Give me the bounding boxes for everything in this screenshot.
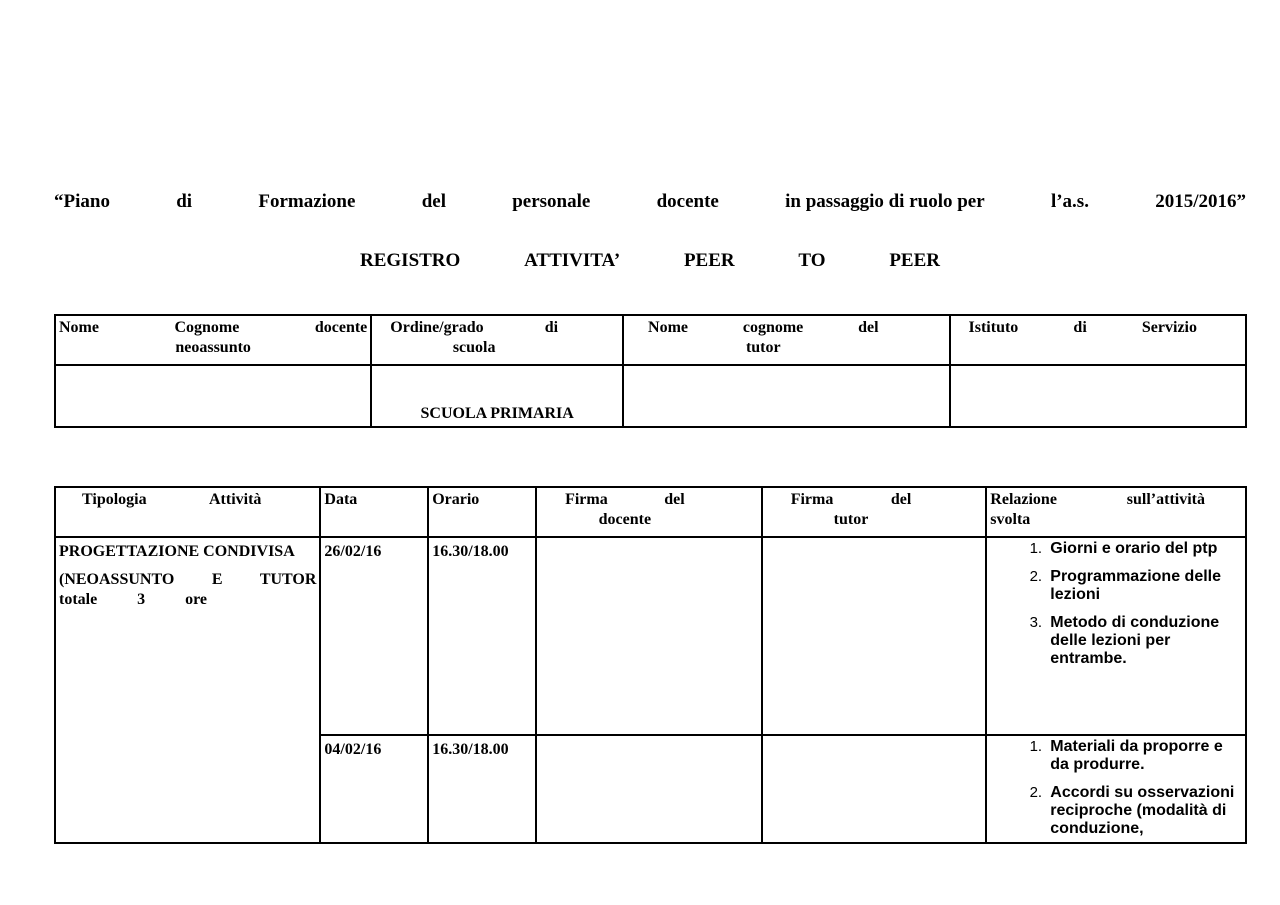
cell-tipologia bbox=[55, 537, 320, 843]
header-tutor bbox=[623, 315, 949, 365]
cell-nome-docente bbox=[55, 365, 371, 427]
list-item: 1. Materiali da proporre e da produrre. bbox=[1046, 738, 1242, 774]
title-word: del bbox=[421, 191, 446, 212]
title-word: di bbox=[176, 191, 193, 212]
header-text: Istituto di Servizio bbox=[968, 319, 1197, 336]
header-text: tutor bbox=[745, 339, 781, 356]
tipologia-line: PROGETTAZIONE CONDIVISA bbox=[59, 543, 295, 560]
header-text: Nome cognome del bbox=[648, 319, 879, 336]
list-item: 1. Giorni e orario del ptp bbox=[1046, 540, 1242, 558]
relazione-list bbox=[990, 738, 1242, 838]
title-word: docente bbox=[656, 191, 719, 212]
cell-firma-tutor bbox=[762, 735, 987, 843]
header-text: tutor bbox=[833, 511, 869, 528]
header-orario: Orario bbox=[428, 487, 536, 537]
document-title bbox=[54, 191, 1246, 213]
header-nome-docente bbox=[55, 315, 371, 365]
relazione-list bbox=[990, 540, 1242, 668]
title-word: 2015/2016” bbox=[1155, 191, 1246, 212]
subtitle-word: PEER bbox=[683, 250, 735, 271]
cell-firma-docente bbox=[536, 537, 762, 735]
document-subtitle bbox=[360, 250, 940, 272]
cell-tutor bbox=[623, 365, 949, 427]
header-text: scuola bbox=[452, 339, 496, 356]
header-firma-docente bbox=[536, 487, 762, 537]
activity-table bbox=[54, 486, 1247, 844]
title-word: “Piano bbox=[54, 191, 110, 212]
subtitle-word: TO bbox=[798, 250, 826, 271]
title-word: Formazione bbox=[258, 191, 356, 212]
title-word: in passaggio di ruolo per bbox=[785, 191, 985, 212]
cell-data: 04/02/16 bbox=[320, 735, 428, 843]
header-text: docente bbox=[598, 511, 652, 528]
subtitle-word: PEER bbox=[889, 250, 940, 271]
header-text: Firma del bbox=[565, 491, 685, 508]
info-table bbox=[54, 314, 1247, 428]
subtitle-word: REGISTRO bbox=[360, 250, 461, 271]
header-text: Tipologia Attività bbox=[82, 491, 262, 508]
header-text: Firma del bbox=[790, 491, 912, 508]
cell-istituto bbox=[950, 365, 1246, 427]
tipologia-line: totale 3 ore bbox=[59, 591, 207, 608]
header-text: neoassunto bbox=[175, 339, 251, 356]
header-text: Relazione sull’attività bbox=[990, 491, 1205, 508]
cell-firma-tutor bbox=[762, 537, 987, 735]
list-item: 2. Programmazione delle lezioni bbox=[1046, 568, 1242, 604]
header-text: Nome Cognome docente bbox=[59, 319, 368, 336]
cell-firma-docente bbox=[536, 735, 762, 843]
list-item: 3. Metodo di conduzione delle lezioni per entrambe. bbox=[1046, 614, 1242, 668]
cell-orario: 16.30/18.00 bbox=[428, 735, 536, 843]
cell-data: 26/02/16 bbox=[320, 537, 428, 735]
header-text: svolta bbox=[990, 511, 1031, 528]
header-text: Ordine/grado di bbox=[390, 319, 559, 336]
cell-orario: 16.30/18.00 bbox=[428, 537, 536, 735]
title-word: l’a.s. bbox=[1050, 191, 1089, 212]
header-firma-tutor bbox=[762, 487, 987, 537]
header-istituto bbox=[950, 315, 1246, 365]
header-data: Data bbox=[320, 487, 428, 537]
header-ordine-grado bbox=[371, 315, 623, 365]
cell-relazione bbox=[986, 537, 1246, 735]
header-relazione bbox=[986, 487, 1246, 537]
cell-ordine: SCUOLA PRIMARIA bbox=[371, 365, 623, 427]
list-item: 2. Accordi su osservazioni reciproche (modalità di conduzione, bbox=[1046, 784, 1242, 838]
subtitle-word: ATTIVITA’ bbox=[524, 250, 621, 271]
title-word: personale bbox=[512, 191, 591, 212]
header-tipologia bbox=[55, 487, 320, 537]
cell-relazione bbox=[986, 735, 1246, 843]
tipologia-line: (NEOASSUNTO E TUTOR bbox=[59, 571, 317, 588]
